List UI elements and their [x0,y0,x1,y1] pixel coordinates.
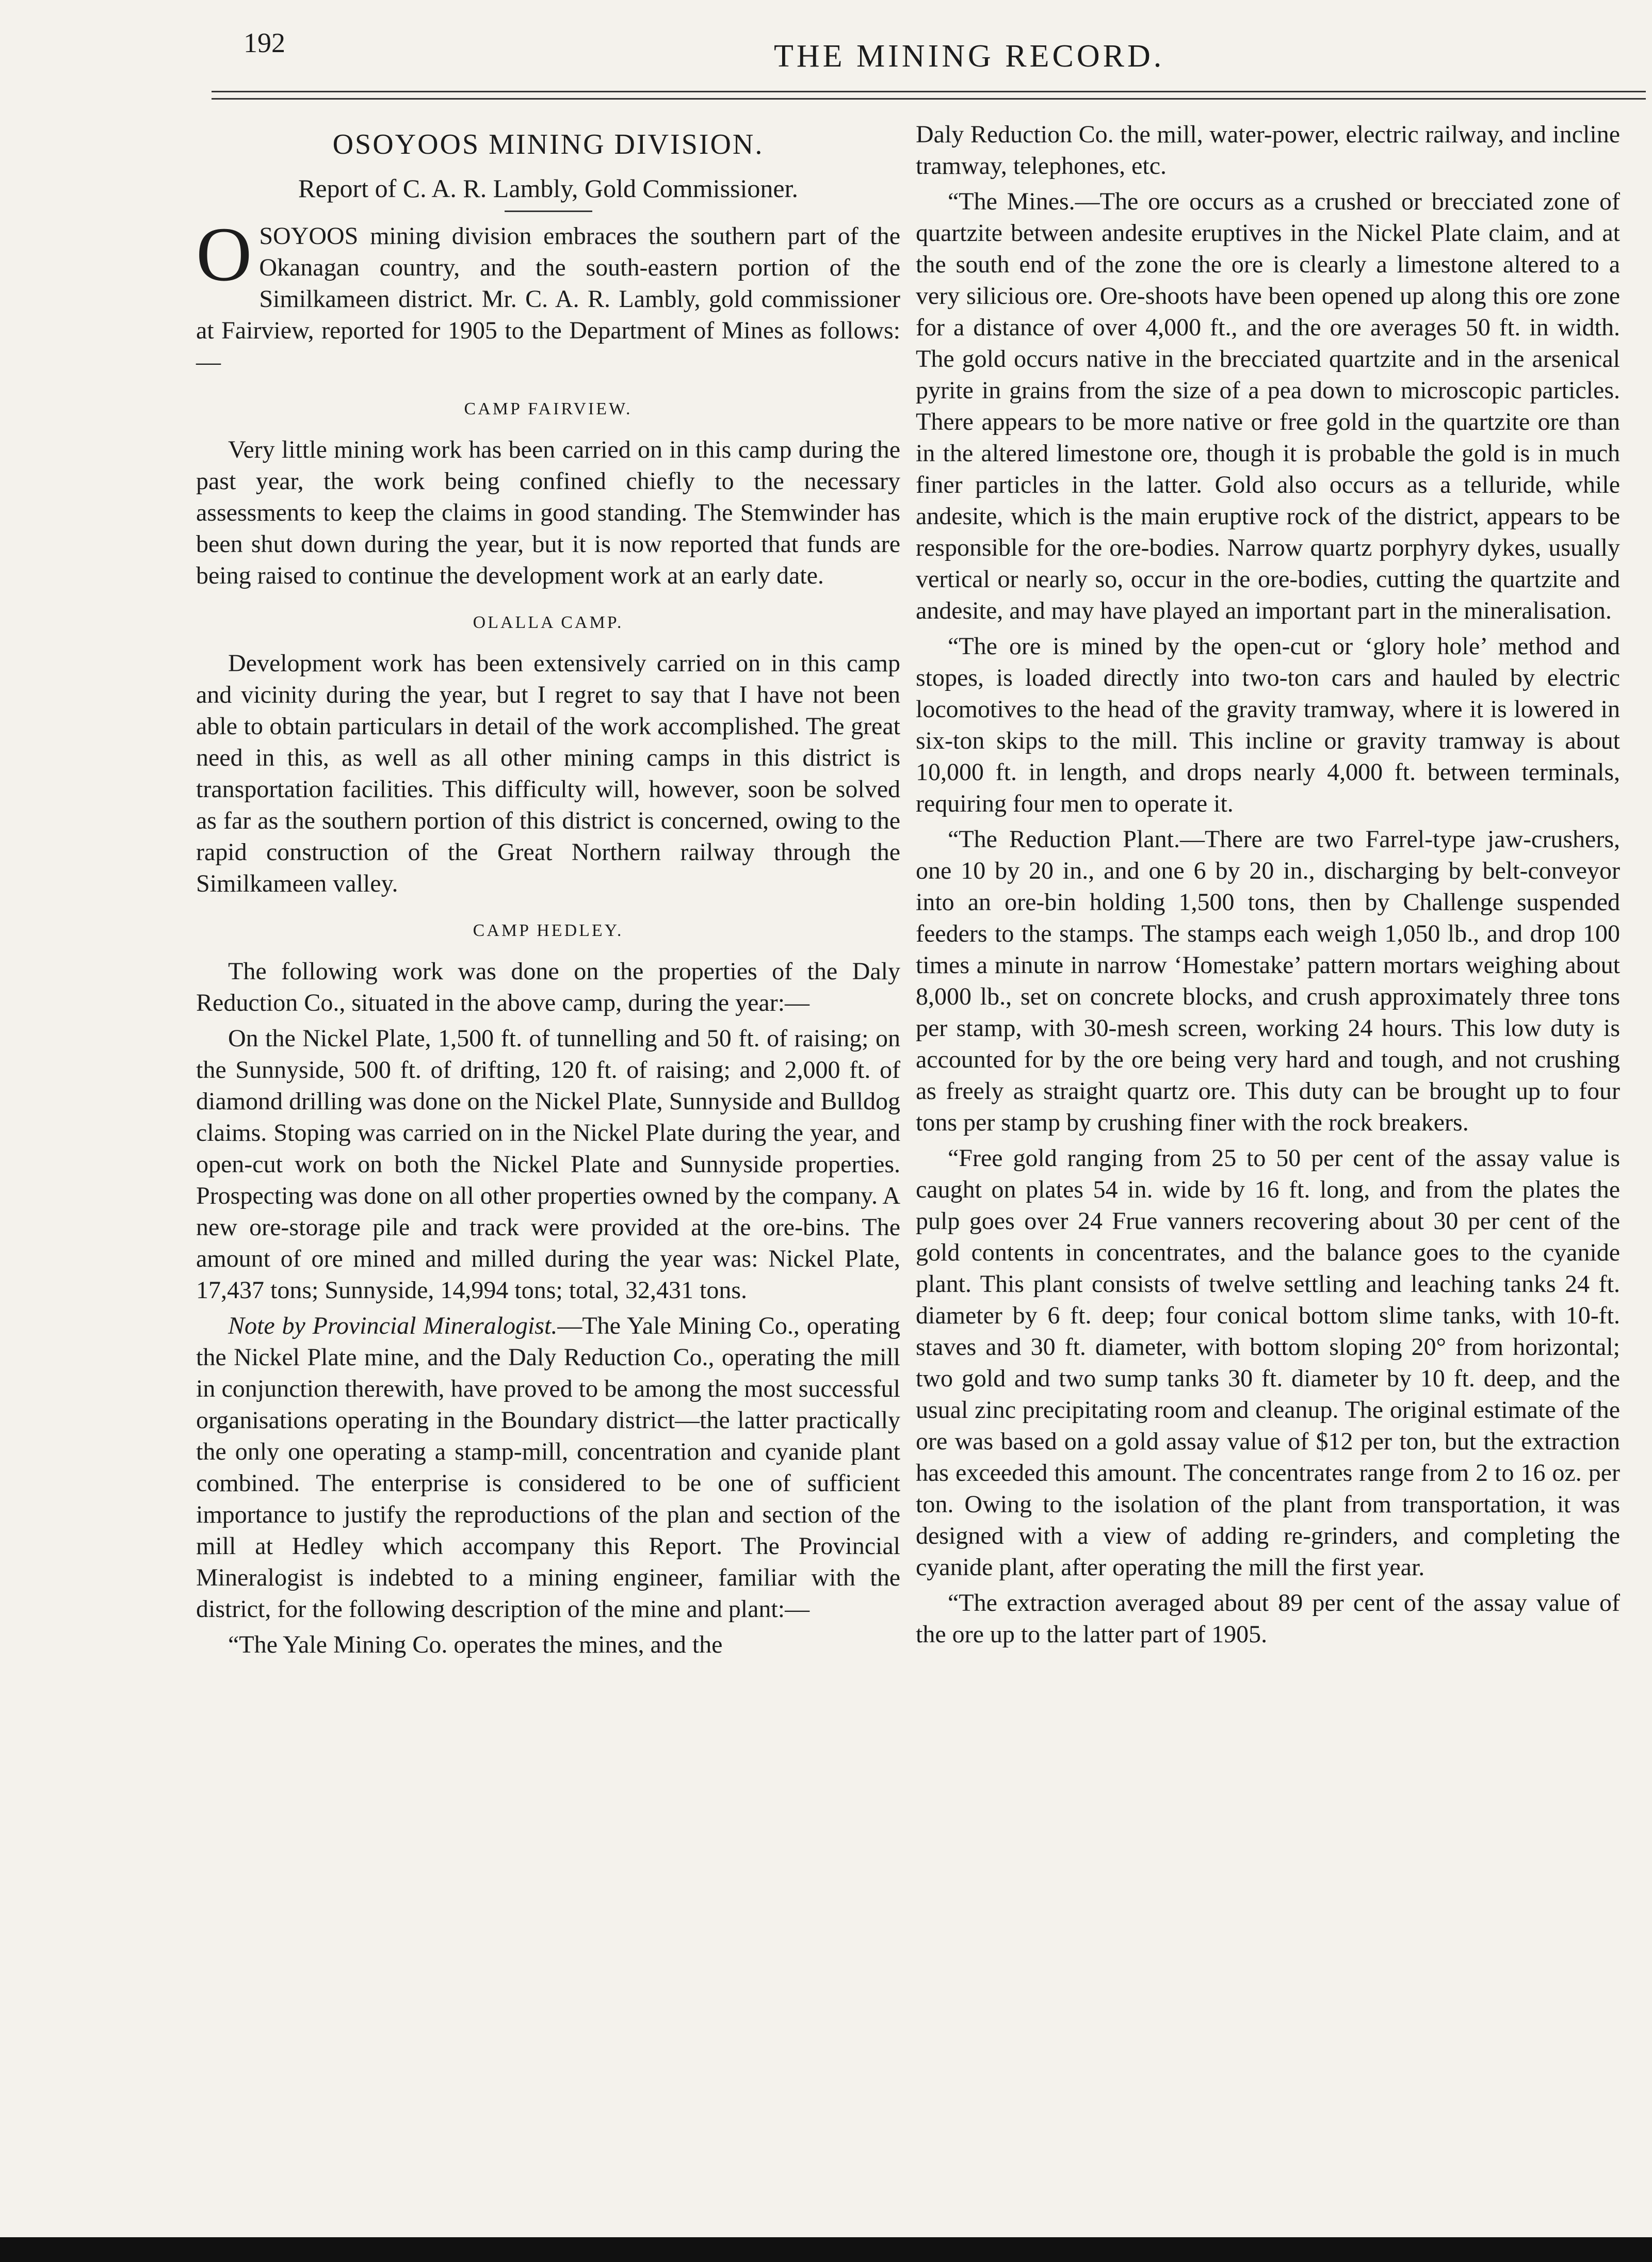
left-column [196,119,900,1665]
article-subtitle: Report of C. A. R. Lambly, Gold Commissioner. [298,174,798,203]
section-heading-fairview: CAMP FAIRVIEW. [464,399,633,418]
note-text: —The Yale Mining Co., operating the Nickel Plate mine, and the Daly Reduction Co., operating the mill in conjunction therewith, have proved to be among the most successful organisations operating in the Boundary district—the latter practically the only one operating a stamp-mill, concentration and cyanide plant combined. The enterprise is considered to be one of sufficient importance to justify the reproductions of the plan and section of the mill at Hedley which accompany this Report. The Provincial Mineralogist is indebted to a mining engineer, familiar with the district, for the following description of the mine and plant:— [196,1312,900,1623]
paragraph-continuation: Daly Reduction Co. the mill, water-power, electric railway, and incline tramway, telephones, etc. [916,121,1620,180]
running-title: THE MINING RECORD. [774,39,1165,74]
paragraph-mining-method: “The ore is mined by the open-cut or ‘glory hole’ method and stopes, is loaded directly into two-ton cars and hauled by electric locomotives to the head of the gravity tramway, where it is lowered in six-ton skips to the mill. This incline or gravity tramway is about 10,000 ft. in length, and drops nearly 4,000 ft. between terminals, requiring four men to operate it. [916,633,1620,817]
header-rule-top [212,91,1646,92]
article-title: OSOYOOS MINING DIVISION. [332,128,764,160]
paragraph-extraction: “The extraction averaged about 89 per cent of the assay value of the ore up to the latter part of 1905. [916,1589,1620,1648]
paragraph-note [196,1310,900,1625]
paragraph-reduction-plant: “The Reduction Plant.—There are two Farrel-type jaw-crushers, one 10 by 20 in., and one 6 by 20 in., discharging by belt-conveyor into an ore-bin holding 1,500 tons, then by Challenge suspended feeders to the stamps. The stamps each weigh 1,050 lb., and drop 100 times a minute in narrow ‘Homestake’ pattern mortars weighing about 8,000 lb., set on concrete blocks, and crush approximately three tons per stamp, with 30-mesh screen, working 24 hours. This low duty is accounted for by the ore being very hard and tough, and not crushing as freely as straight quartz ore. This duty can be brought up to four tons per stamp by crushing finer with the rock breakers. [916,826,1620,1136]
paragraph-fairview: Very little mining work has been carried on in this camp during the past year, the work being confined chiefly to the necessary assessments to keep the claims in good standing. The Stemwinder has been shut down during the year, but it is now reported that funds are being raised to continue the development work at an early date. [196,436,900,589]
section-heading-olalla: OLALLA CAMP. [473,613,624,632]
intro-paragraph [196,212,900,378]
note-label: Note by Provincial Mineralogist. [228,1312,558,1339]
page-number: 192 [244,27,285,58]
drop-cap: O [196,212,252,297]
intro-text: SOYOOS mining division embraces the southern part of the Okanagan country, and the south-eastern portion of the Similkameen district. Mr. C. A. R. Lambly, gold commissioner at Fairview, reported for 1905 to the Department of Mines as follows:— [196,222,900,376]
paragraph-quote-start: “The Yale Mining Co. operates the mines, and the [228,1631,723,1658]
right-column [916,119,1620,1654]
paragraph-free-gold: “Free gold ranging from 25 to 50 per cent of the assay value is caught on plates 54 in. wide by 16 ft. long, and from the plates the pulp goes over 24 Frue vanners recovering about 30 per cent of the gold contents in concentrates, and the balance goes to the cyanide plant. This plant consists of twelve settling and leaching tanks 24 ft. diameter by 6 ft. deep; four conical bottom slime tanks, with 10-ft. staves and 30 ft. diameter, with bottom sloping 20° from horizontal; two gold and two sump tanks 30 ft. diameter by 10 ft. deep, and the usual zinc precipitating room and cleanup. The original estimate of the ore was based on a gold assay value of $12 per ton, but the extraction has exceeded this amount. The concentrates range from 2 to 16 oz. per ton. Owing to the isolation of the plant from transportation, it was designed with a view of adding re-grinders, and completing the cyanide plant, after operating the mill the first year. [916,1144,1620,1581]
paragraph-mines: “The Mines.—The ore occurs as a crushed or brecciated zone of quartzite between andesite eruptives in the Nickel Plate claim, and at the south end of the zone the ore is clearly a limestone altered to a very silicious ore. Ore-shoots have been opened up along this ore zone for a distance of over 4,000 ft., and the ore averages 50 ft. in width. The gold occurs native in the brecciated quartzite and in the arsenical pyrite in grains from the size of a pea down to microscopic particles. There appears to be more native or free gold in the quartzite ore than in the altered limestone ore, though it is probable the gold is in much finer particles in the latter. Gold also occurs as a telluride, while andesite, which is the main eruptive rock of the district, appears to be responsible for the ore-bodies. Narrow quartz porphyry dykes, usually vertical or nearly so, occur in the ore-bodies, cutting the quartzite and andesite, and may have played an important part in the mineralisation. [916,188,1620,624]
scan-edge-bar [0,2237,1652,2262]
section-heading-hedley: CAMP HEDLEY. [473,921,624,940]
paragraph-hedley-1: The following work was done on the properties of the Daly Reduction Co., situated in the above camp, during the year:— [196,958,900,1016]
title-divider [505,211,592,212]
header-rule-bottom [212,98,1646,100]
paragraph-hedley-2: On the Nickel Plate, 1,500 ft. of tunnelling and 50 ft. of raising; on the Sunnyside, 500 ft. of drifting, 120 ft. of raising; and 2,000 ft. of diamond drilling was done on the Nickel Plate, Sunnyside and Bulldog claims. Stoping was carried on in the Nickel Plate during the year, and open-cut work on both the Nickel Plate and Sunnyside properties. Prospecting was done on all other properties owned by the company. A new ore-storage pile and track were provided at the ore-bins. The amount of ore mined and milled during the year was: Nickel Plate, 17,437 tons; Sunnyside, 14,994 tons; total, 32,431 tons. [196,1025,900,1304]
paragraph-olalla: Development work has been extensively carried on in this camp and vicinity during the year, but I regret to say that I have not been able to obtain particulars in detail of the work accomplished. The great need in this, as well as all other mining camps in this district is transportation facilities. This difficulty will, however, soon be solved as far as the southern portion of this district is concerned, owing to the rapid construction of the Great Northern railway through the Similkameen valley. [196,650,900,897]
